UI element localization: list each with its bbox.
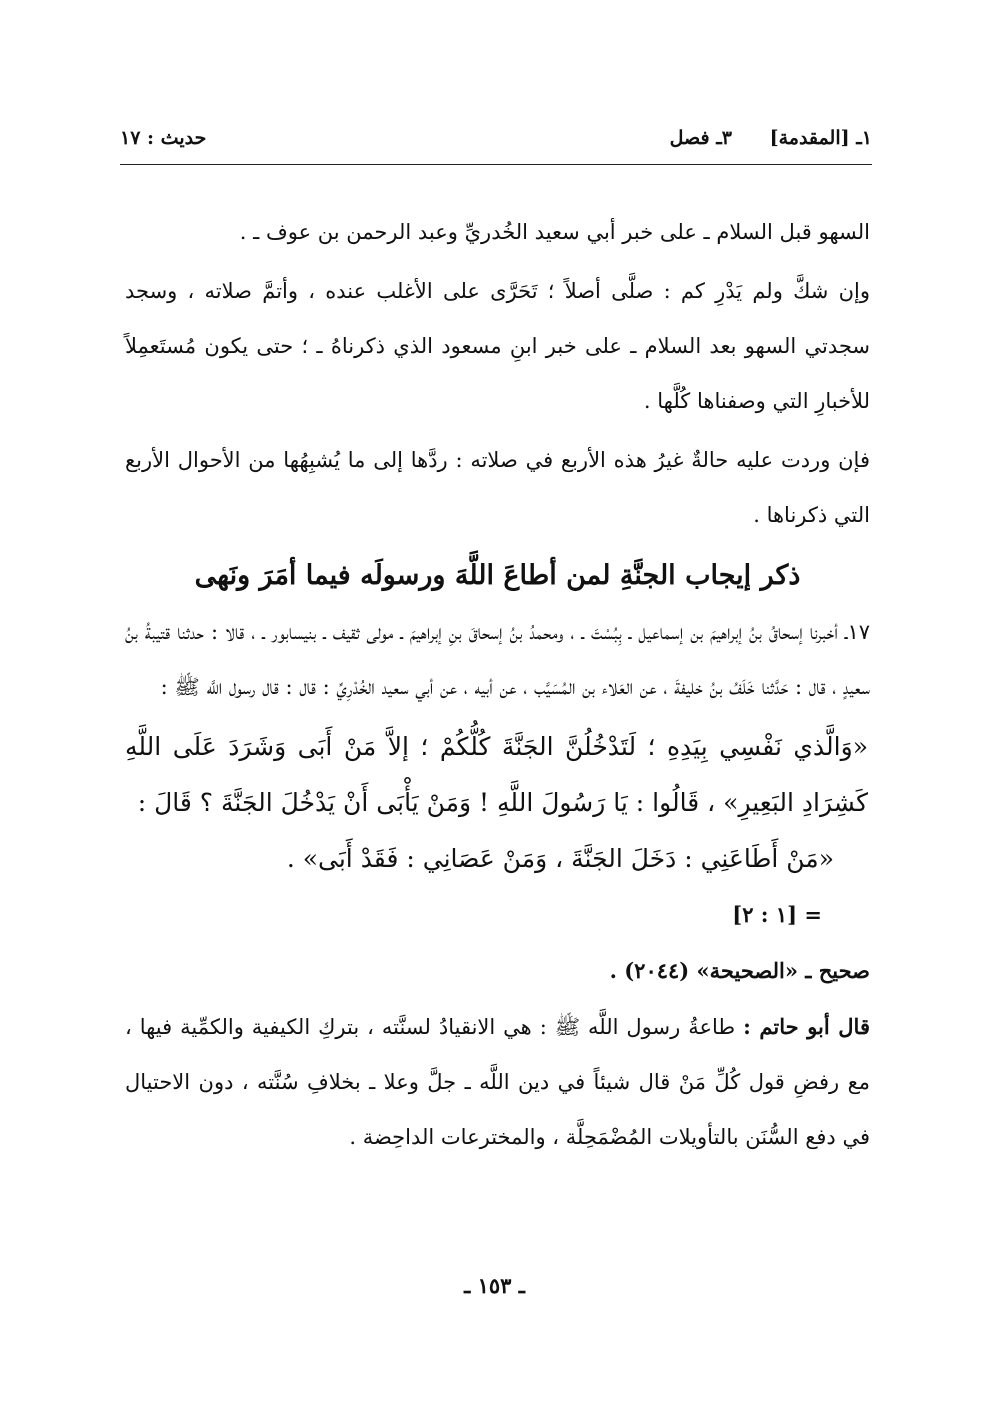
hadith-matn-2: «مَنْ أَطَاعَنِي : دَخَلَ الجَنَّةَ ، وَمَنْ عَصَانِي : فَقَدْ أَبَى» . [286,844,834,873]
abu-hatim-text: طاعةُ رسول اللَّه ﷺ : هي الانقيادُ لسنَّته ، بتركِ الكيفية والكمِّية فيها ، مع رفضِ قول كُلِّ مَنْ قال شيئاً في دين اللَّه ـ جلَّ وعلا ـ بخلافِ سُنَّته ، دون الاحتيال في دفع السُّنَن بالتأويلات المُضْمَحِلَّة ، والمخترعات الداحِضة . [125,1015,870,1149]
header-hadith-number: حديث : ١٧ [120,127,207,149]
paragraph-doubt: وإن شكَّ ولم يَدْرِ كم : صلَّى أصلاً ؛ تَحَرَّى على الأغلب عنده ، وأتمَّ صلاته ، وسجد سجدتي السهو بعد السلام ـ على خبر ابنِ مسعود الذي ذكرناهُ ـ ؛ حتى يكون مُستَعمِلاً للأخبارِ التي وصفناها كُلَّها . [125,279,870,413]
header-book-section: ١ـ [المقدمة] [769,127,872,149]
abu-hatim-commentary [125,999,870,1165]
paragraph-continuation: السهو قبل السلام ـ على خبر أبي سعيد الخُدريِّ وعبد الرحمن بن عوف ـ . [239,220,870,244]
page-body [125,205,870,1169]
hadith-reference: = [١ : ٢] [732,902,822,927]
paragraph-other-state: فإن وردت عليه حالةٌ غيرُ هذه الأربع في صلاته : ردَّها إلى ما يُشبِهُها من الأحوال الأربع التي ذكرناها . [125,448,870,527]
abu-hatim-label: قال أبو حاتم : [743,1014,870,1039]
page-number: ـ ١٥٣ ـ [464,1273,525,1298]
header-rule [120,164,872,165]
hadith-matn-1: «وَالَّذي نَفْسِي بِيَدِهِ ؛ لَتَدْخُلُنَّ الجَنَّةَ كُلُّكُمْ ؛ إلاَّ مَنْ أَبَى وَشَرَدَ عَلَى اللَّهِ كَشِرَادِ البَعِيرِ» ، قَالُوا : يَا رَسُولَ اللَّهِ ! وَمَنْ يَأْبَى أَنْ يَدْخُلَ الجَنَّةَ ؟ قَالَ : [125,732,868,817]
header-chapter: ٣ـ فصل [669,127,732,149]
hadith-isnad: ١٧ـ أخبرنا إسحاقُ بنُ إبراهيمَ بن إسماعيل ـ بِبُسْتَ ـ ، ومحمدُ بنُ إسحاقَ بنِ إبراهيمَ ـ مولى ثقيف ـ بنيسابور ـ ، قالا : حدثنا قتيبةُ بنُ سعيدٍ ، قال : حَدَّثنا خَلَفُ بنُ خليفةَ ، عن العَلاء بن المُسَيَّب ، عن أبيه ، عن أبي سعيد الخُدْرِيِّ : قال : قال رسول اللَّه ﷺ : [125,620,870,699]
running-header [120,127,872,157]
hadith-grade: صحيح ـ «الصحيحة» (٢٠٤٤) . [609,958,870,983]
section-title: ذكر إيجاب الجنَّةِ لمن أطاعَ اللَّهَ ورسولَه فيما أمَرَ ونَهى [194,560,801,591]
